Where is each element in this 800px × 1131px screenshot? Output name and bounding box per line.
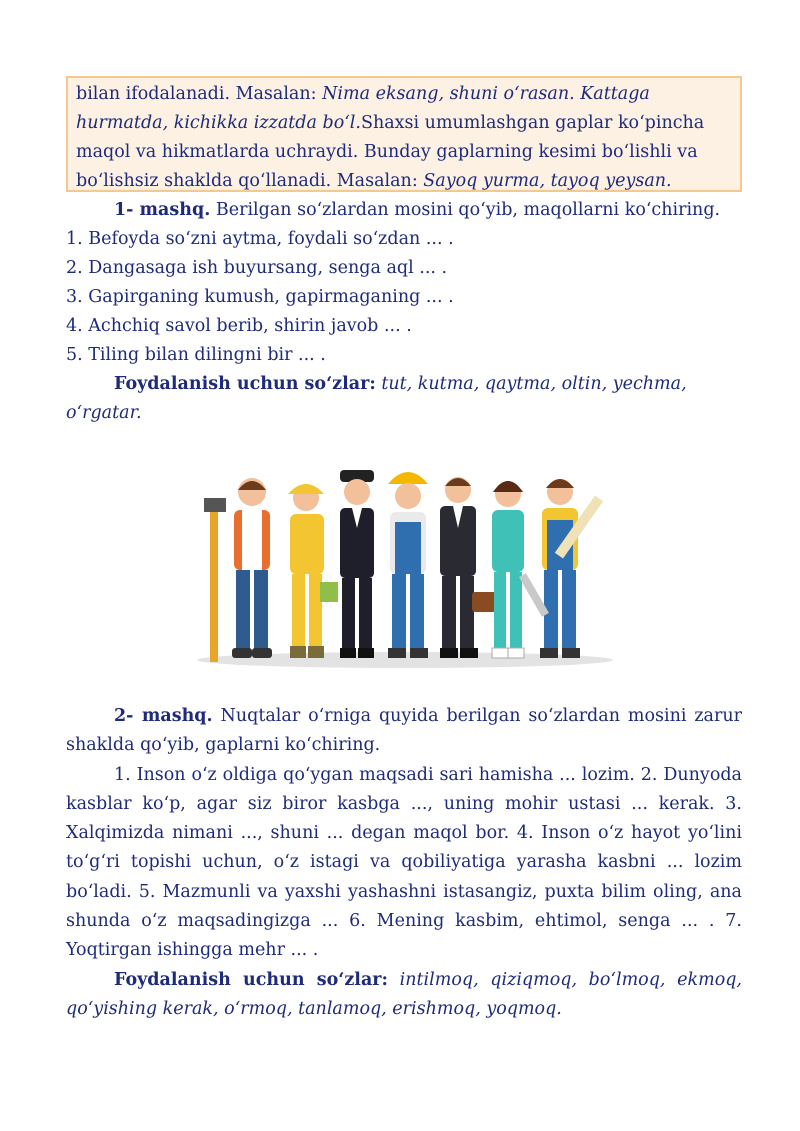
builder-figure bbox=[388, 472, 428, 658]
pilot-figure bbox=[340, 470, 374, 658]
words-list-1 bbox=[114, 370, 687, 399]
proverb-item: 3. Gapirganing kumush, gapirmaganing ... . bbox=[66, 287, 454, 307]
exercise-instruction: Nuqtalar o‘rniga quyida berilgan so‘zlardan mosini zarur shaklda qo‘yib, gaplarni ko‘chiring. bbox=[66, 706, 742, 756]
words: tut, kutma, qaytma, oltin, yechma, bbox=[375, 374, 687, 394]
words-list-1-cont bbox=[66, 399, 142, 428]
rule-text: bilan ifodalanadi. Masalan: bbox=[76, 84, 323, 104]
businessman-figure bbox=[440, 477, 496, 658]
exercise-2 bbox=[66, 702, 742, 1024]
words-label: Foydalanish uchun so‘zlar: bbox=[114, 374, 376, 394]
example-text: Nima eksang, shuni o‘rasan. Kattaga hurmatda, kichikka izzatda bo‘l. bbox=[76, 84, 650, 133]
words: intilmoq, qiziqmoq, bo‘lmoq, ekmoq, qo‘yishing kerak, o‘rmoq, tanlamoq, erishmoq, yoqmoq. bbox=[66, 969, 742, 1019]
words-label: Foydalanish uchun so‘zlar: bbox=[114, 969, 388, 990]
gardener-figure bbox=[288, 484, 338, 658]
rule-box bbox=[66, 76, 742, 192]
proverb-item: 5. Tiling bilan dilingni bir ... . bbox=[66, 345, 326, 365]
words: o‘rgatar. bbox=[66, 403, 142, 423]
exercise-2-heading bbox=[66, 702, 742, 761]
carpenter-figure bbox=[519, 479, 603, 658]
exercise-title: 1- mashq. bbox=[114, 200, 211, 220]
rule-text: Shaxsi umumlashgan gaplar ko‘pincha maqol va hikmatlarda uchraydi. Bunday gaplarning kesimi bo‘lishli va bo‘lishsiz shaklda qo‘llanadi. Masalan: bbox=[76, 113, 705, 191]
surveyor-figure bbox=[204, 478, 272, 662]
doctor-figure bbox=[492, 481, 524, 658]
words-list-2 bbox=[66, 966, 742, 1025]
exercise-1-heading bbox=[114, 196, 720, 225]
proverb-item: 4. Achchiq savol berib, shirin javob ... . bbox=[66, 316, 412, 336]
proverb-item: 2. Dangasaga ish buyursang, senga aql ... . bbox=[66, 258, 448, 278]
professions-illustration bbox=[190, 462, 620, 672]
example-text: Sayoq yurma, tayoq yeysan. bbox=[423, 171, 672, 191]
proverb-item: 1. Befoyda so‘zni aytma, foydali so‘zdan ... . bbox=[66, 229, 454, 249]
exercise-title: 2- mashq. bbox=[114, 706, 213, 726]
exercise-2-text: 1. Inson o‘z oldiga qo‘ygan maqsadi sari hamisha ... lozim. 2. Dunyoda kasblar ko‘p, agar siz biror kasbga ..., uning mohir ustasi ... kerak. 3. Xalqimizda nimani ..., shuni ... degan maqol bor. 4. Inson o‘z hayot yo‘lini to‘g‘ri topishi uchun, o‘z istagi va qobiliyatiga yarasha kasbni ... lozim bo‘ladi. 5. Mazmunli va yaxshi yashashni istasangiz, puxta bilim oling, ana shunda o‘z maqsadingizga ... 6. Mening kasbim, ehtimol, senga ... . 7. Yoqtirgan ishingga mehr ... . bbox=[66, 764, 742, 961]
exercise-instruction: Berilgan so‘zlardan mosini qo‘yib, maqollarni ko‘chiring. bbox=[210, 200, 721, 220]
